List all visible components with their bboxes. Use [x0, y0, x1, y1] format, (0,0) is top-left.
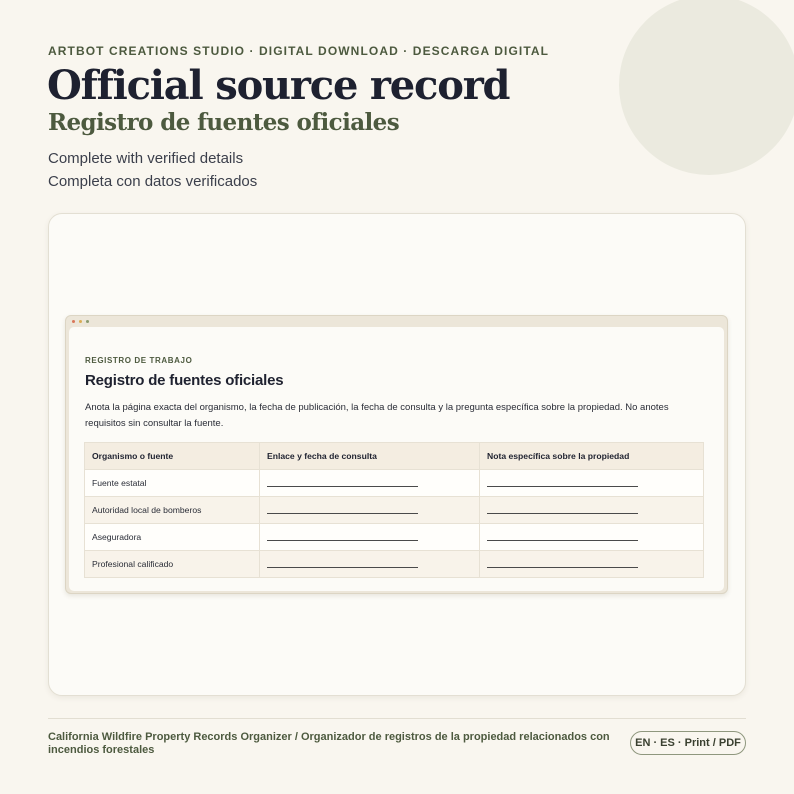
source-name-cell: Profesional calificado	[85, 551, 260, 578]
close-dot-icon	[72, 320, 75, 323]
column-header-link-date: Enlace y fecha de consulta	[260, 443, 480, 470]
fill-in-line	[487, 507, 638, 514]
lead-text-en: Complete with verified details	[48, 150, 244, 167]
brand-eyebrow: ARTBOT CREATIONS STUDIO · DIGITAL DOWNLOAD · DESCARGA DIGITAL	[48, 44, 550, 58]
maximize-dot-icon	[86, 320, 89, 323]
link-date-field[interactable]	[260, 497, 480, 524]
property-note-field[interactable]	[480, 497, 704, 524]
page-title: Official source record	[47, 62, 510, 109]
fill-in-line	[487, 561, 638, 568]
footer-divider	[48, 718, 746, 719]
table-row	[85, 470, 704, 497]
worksheet	[69, 327, 724, 591]
preview-window	[65, 315, 728, 594]
source-name-cell: Aseguradora	[85, 524, 260, 551]
table-row	[85, 497, 704, 524]
window-controls	[72, 320, 89, 323]
lead-text-es: Completa con datos verificados	[48, 173, 258, 190]
fill-in-line	[267, 534, 418, 541]
link-date-field[interactable]	[260, 524, 480, 551]
link-date-field[interactable]	[260, 551, 480, 578]
worksheet-description: Anota la página exacta del organismo, la fecha de publicación, la fecha de consulta y la pregunta específica sobre la propiedad. No anotes requisitos sin consultar la fuente.	[85, 402, 669, 429]
property-note-field[interactable]	[480, 551, 704, 578]
property-note-field[interactable]	[480, 470, 704, 497]
table-row	[85, 551, 704, 578]
fill-in-line	[267, 561, 418, 568]
worksheet-title: Registro de fuentes oficiales	[85, 372, 284, 389]
column-header-property-note: Nota específica sobre la propiedad	[480, 443, 704, 470]
product-name: California Wildfire Property Records Organizer / Organizador de registros de la propiedad relacionados con incendios forestales	[48, 731, 610, 756]
property-note-field[interactable]	[480, 524, 704, 551]
fill-in-line	[487, 534, 638, 541]
source-name-cell: Fuente estatal	[85, 470, 260, 497]
minimize-dot-icon	[79, 320, 82, 323]
table-row	[85, 524, 704, 551]
column-header-source: Organismo o fuente	[85, 443, 260, 470]
table-header-row	[85, 443, 704, 470]
format-badge: EN · ES · Print / PDF	[630, 731, 746, 755]
source-name-cell: Autoridad local de bomberos	[85, 497, 260, 524]
link-date-field[interactable]	[260, 470, 480, 497]
fill-in-line	[267, 480, 418, 487]
fill-in-line	[267, 507, 418, 514]
decorative-circle	[619, 0, 794, 175]
fill-in-line	[487, 480, 638, 487]
sources-table	[84, 442, 704, 578]
page-subtitle: Registro de fuentes oficiales	[48, 109, 400, 136]
worksheet-eyebrow: REGISTRO DE TRABAJO	[85, 356, 193, 365]
